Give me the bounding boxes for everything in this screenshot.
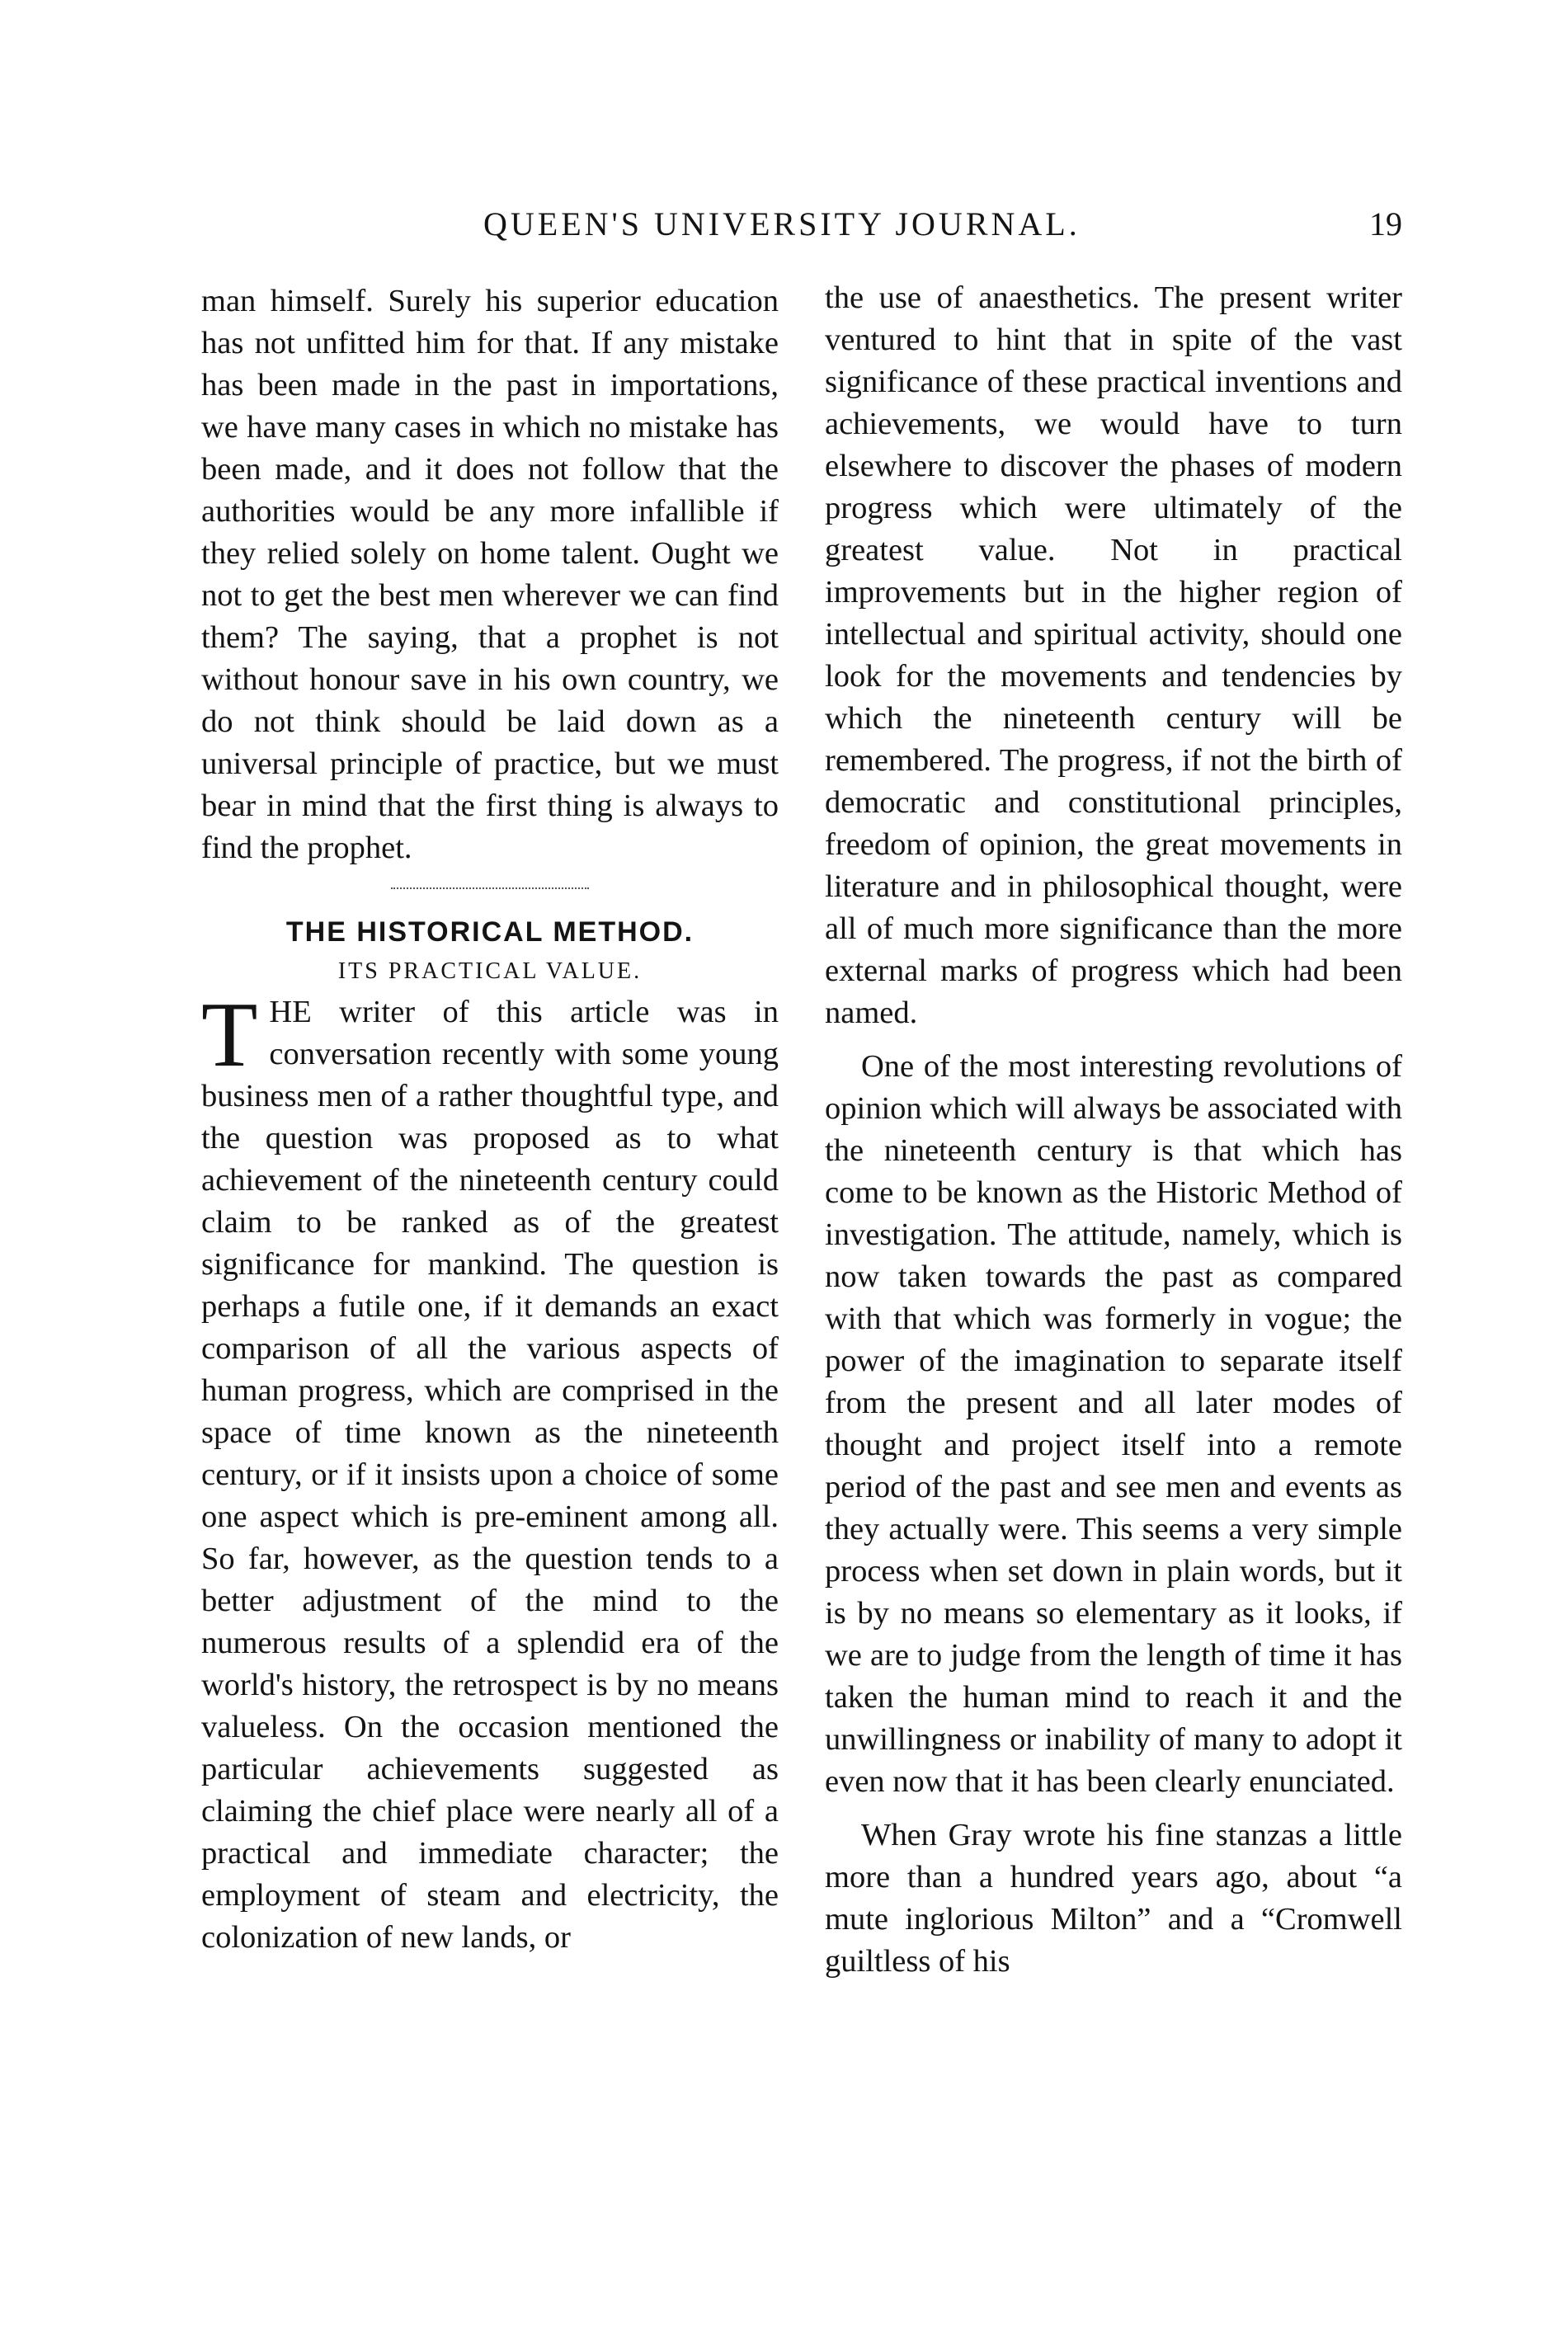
right-column	[825, 277, 1402, 1983]
drop-cap: T	[201, 984, 258, 1086]
article-subtitle: ITS PRACTICAL VALUE.	[337, 958, 643, 984]
left-column	[201, 280, 779, 1959]
continued-paragraph: man himself. Surely his superior education has not unfitted him for that. If any mistake has been made in the past in importations, we have many cases in which no mistake has been made, and it does not follow that the authorities would be any more infallible if they relied solely on home talent. Ought we not to get the best men wherever we can find them? The saying, that a prophet is not without honour save in his own country, we do not think should be laid down as a universal principle of practice, but we must bear in mind that the first thing is always to find the prophet.	[201, 284, 779, 865]
opening-paragraph-text: HE writer of this article was in conversation recently with some young business men of a rather thoughtful type, and the question was proposed as to what achievement of the nineteenth century could claim to be ranked as of the greatest significance for mankind. The question is perhaps a futile one, if it demands an exact comparison of all the various aspects of human progress, which are comprised in the space of time known as the nineteenth century, or if it insists upon a choice of some one aspect which is pre-eminent among all. So far, however, as the question tends to a better adjustment of the mind to the numerous results of a splendid era of the world's history, the retrospect is by no means valueless. On the occasion mentioned the particular achievements suggested as claiming the chief place were nearly all of a practical and immediate character; the employment of steam and electricity, the colonization of new lands, or	[201, 995, 779, 1955]
paragraph-historic-method: One of the most interesting revolutions of opinion which will always be associated with the nineteenth century is that which has come to be known as the Historic Method of investigation. The attitude, namely, which is now taken towards the past as compared with that which was formerly in vogue; the power of the imagination to separate itself from the present and all later modes of thought and project itself into a remote period of the past and see men and events as they actually were. This seems a very simple process when set down in plain words, but it is by no means so elementary as it looks, if we are to judge from the length of time it has taken the human mind to reach it and the unwillingness or inability of many to adopt it even now that it has been clearly enunciated.	[825, 1049, 1402, 1799]
opening-paragraph	[201, 984, 779, 1959]
article-title: THE HISTORICAL METHOD.	[285, 916, 695, 948]
page-header	[0, 205, 1568, 254]
page-number: 19	[1369, 205, 1402, 242]
section-separator	[391, 887, 589, 889]
paragraph-gray: When Gray wrote his fine stanzas a little more than a hundred years ago, about “a mute inglorious Milton” and a “Cromwell guiltless of his	[825, 1818, 1402, 1979]
running-title: QUEEN'S UNIVERSITY JOURNAL.	[483, 205, 1081, 242]
paragraph-anaesthetics: the use of anaesthetics. The present writer ventured to hint that in spite of the vast significance of these practical inventions and achievements, we would have to turn elsewhere to discover the phases of modern progress which were ultimately of the greatest value. Not in practical improvements but in the higher region of intellectual and spiritual activity, should one look for the movements and tendencies by which the nineteenth century will be remembered. The progress, if not the birth of democratic and constitutional principles, freedom of opinion, the great movements in literature and in philosophical thought, were all of much more significance than the more external marks of progress which had been named.	[825, 280, 1402, 1030]
